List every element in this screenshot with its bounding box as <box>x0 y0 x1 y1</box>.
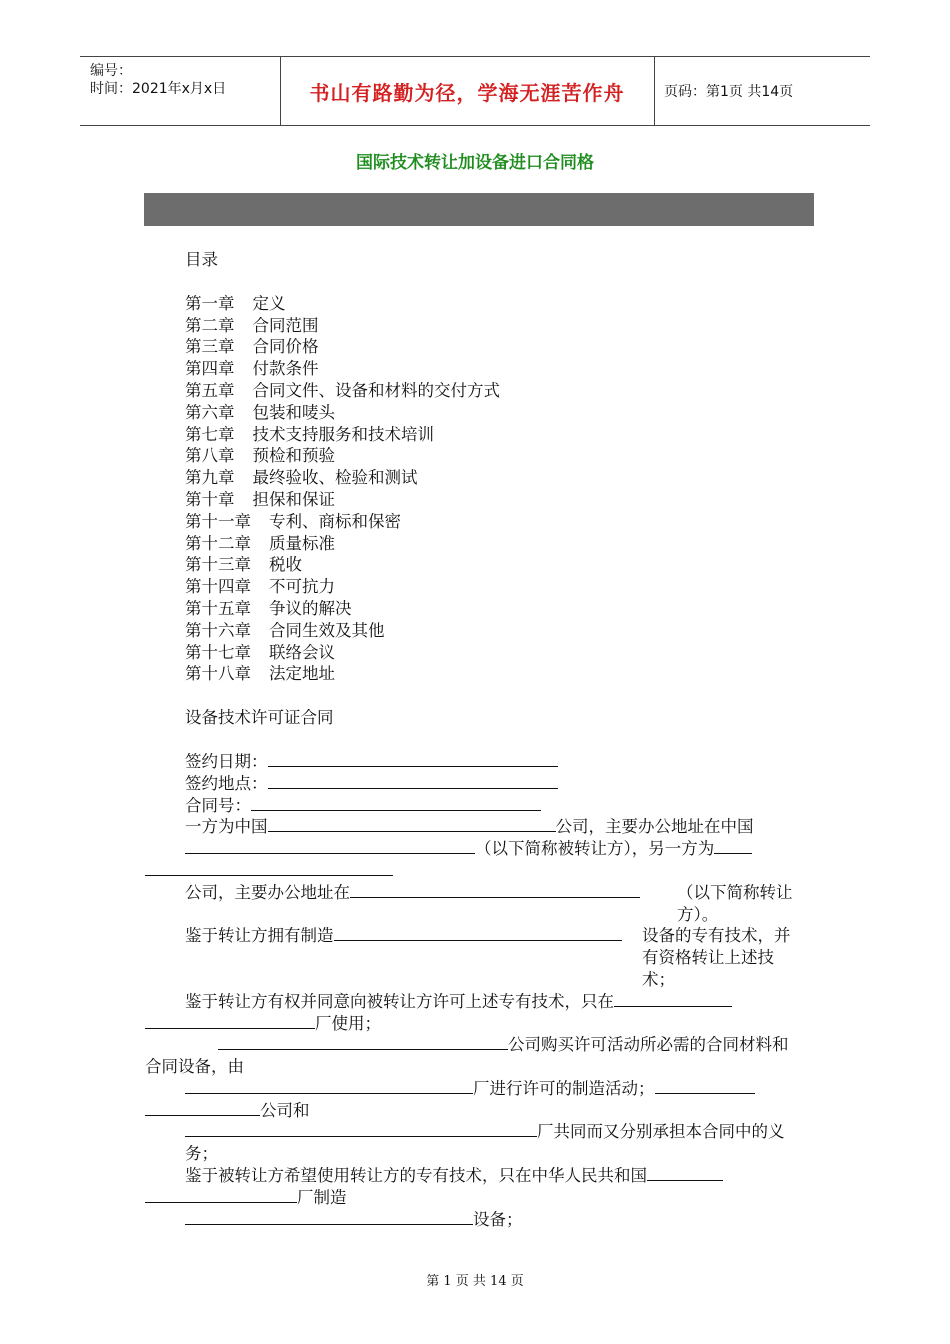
paragraph-whereas-3-line2 <box>145 1187 797 1209</box>
time-label: 时间：2021年x月x日 <box>90 81 227 97</box>
toc-chapter-number: 第一章 <box>185 293 235 313</box>
paragraph-whereas-2-line4 <box>145 1078 797 1100</box>
toc-item <box>145 293 797 315</box>
document-body <box>145 249 797 1230</box>
toc-chapter-number: 第二章 <box>185 315 235 335</box>
contract-title: 设备技术许可证合同 <box>185 708 334 728</box>
blank <box>655 1079 755 1094</box>
sign-date-field <box>145 751 797 773</box>
toc-item <box>145 663 797 685</box>
blank <box>334 926 622 941</box>
paragraph-parties-cont <box>145 838 797 860</box>
blank <box>145 1188 297 1203</box>
toc-chapter-number: 第十章 <box>185 489 235 509</box>
toc-item <box>145 598 797 620</box>
toc-item <box>145 620 797 642</box>
sign-date-label: 签约日期： <box>185 751 268 771</box>
text: 公司购买许可活动所必需的合同材料和合同设备，由 <box>145 1035 789 1077</box>
toc-chapter-name: 合同文件、设备和材料的交付方式 <box>252 380 500 400</box>
toc-chapter-name: 争议的解决 <box>269 598 352 618</box>
toc-chapter-name: 包装和唛头 <box>252 402 335 422</box>
blank <box>350 883 640 898</box>
toc-chapter-name: 合同范围 <box>252 315 319 335</box>
blank <box>185 1079 473 1094</box>
toc-chapter-name: 合同价格 <box>252 337 319 357</box>
text: （以下简称被转让方），另一方为 <box>475 839 715 859</box>
text: 公司，主要办公地址在 <box>185 882 350 902</box>
toc-chapter-number: 第十五章 <box>185 598 251 618</box>
paragraph-parties <box>145 816 797 838</box>
toc-item <box>145 642 797 664</box>
toc-chapter-number: 第七章 <box>185 424 235 444</box>
toc-chapter-name: 法定地址 <box>269 664 335 684</box>
table-of-contents <box>145 293 797 685</box>
sign-place-field <box>145 773 797 795</box>
blank <box>185 839 475 854</box>
blank <box>714 839 752 854</box>
toc-chapter-number: 第十七章 <box>185 642 251 662</box>
paragraph-whereas-3 <box>145 1165 797 1187</box>
blank <box>185 1210 473 1225</box>
sign-date-blank <box>268 752 558 767</box>
toc-item <box>145 489 797 511</box>
text: 厂制造 <box>297 1187 347 1207</box>
toc-item <box>145 511 797 533</box>
toc-item <box>145 576 797 598</box>
toc-chapter-name: 税收 <box>269 555 302 575</box>
toc-chapter-number: 第六章 <box>185 402 235 422</box>
toc-chapter-name: 担保和保证 <box>252 489 335 509</box>
text: 公司，主要办公地址在中国 <box>555 817 754 837</box>
toc-chapter-number: 第十三章 <box>185 555 251 575</box>
contract-no-blank <box>251 796 541 811</box>
contract-no-label: 合同号： <box>185 795 251 815</box>
toc-item <box>145 424 797 446</box>
toc-chapter-number: 第三章 <box>185 337 235 357</box>
text: 一方为中国 <box>185 817 268 837</box>
header-meta <box>80 57 281 125</box>
header-motto <box>280 57 655 125</box>
text: 鉴于转让方有权并同意向被转让方许可上述专有技术，只在 <box>185 991 614 1011</box>
blank <box>647 1166 723 1181</box>
toc-chapter-name: 质量标准 <box>269 533 335 553</box>
toc-item <box>145 380 797 402</box>
toc-chapter-name: 最终验收、检验和测试 <box>252 468 418 488</box>
page-info-text: 页码：第1页 共14页 <box>664 84 794 100</box>
text: 厂使用； <box>315 1013 381 1033</box>
paragraph-whereas-2-line5 <box>145 1100 797 1122</box>
blank <box>218 1035 508 1050</box>
toc-chapter-name: 不可抗力 <box>269 577 335 597</box>
toc-chapter-number: 第十六章 <box>185 620 251 640</box>
toc-item <box>145 336 797 358</box>
toc-chapter-name: 付款条件 <box>252 359 319 379</box>
toc-item <box>145 554 797 576</box>
toc-chapter-name: 联络会议 <box>269 642 335 662</box>
toc-item <box>145 315 797 337</box>
toc-chapter-number: 第十八章 <box>185 664 251 684</box>
text: 厂进行许可的制造活动； <box>473 1078 655 1098</box>
toc-chapter-name: 预检和预验 <box>252 446 335 466</box>
text: 厂共同而又分别承担本合同中的义务； <box>185 1122 785 1164</box>
text: 鉴于转让方拥有制造 <box>185 926 334 946</box>
toc-chapter-number: 第五章 <box>185 380 235 400</box>
toc-heading: 目录 <box>185 250 218 269</box>
page-header <box>80 56 870 126</box>
toc-chapter-name: 合同生效及其他 <box>269 620 385 640</box>
motto-text: 书山有路勤为径，学海无涯苦作舟 <box>309 80 625 105</box>
number-label: 编号： <box>90 63 132 79</box>
toc-chapter-number: 第十二章 <box>185 533 251 553</box>
toc-chapter-name: 专利、商标和保密 <box>269 511 401 531</box>
sign-place-label: 签约地点： <box>185 773 268 793</box>
blank <box>614 992 732 1007</box>
toc-item <box>145 402 797 424</box>
blank <box>145 861 393 876</box>
toc-chapter-number: 第四章 <box>185 359 235 379</box>
paragraph-whereas-3-line3 <box>145 1209 797 1231</box>
blank <box>185 1122 537 1137</box>
toc-chapter-number: 第八章 <box>185 446 235 466</box>
toc-chapter-number: 第十一章 <box>185 511 251 531</box>
header-page-info <box>654 57 870 125</box>
paragraph-whereas-2-line3 <box>145 1034 797 1078</box>
toc-chapter-name: 技术支持服务和技术培训 <box>252 424 434 444</box>
text: 设备的专有技术，并有资格转让上述技术； <box>642 926 791 989</box>
text: （以下简称转让方）。 <box>677 882 793 924</box>
toc-chapter-name: 定义 <box>252 293 286 313</box>
paragraph-parties-cont2 <box>145 860 797 882</box>
paragraph-whereas-2-line6 <box>145 1121 797 1165</box>
toc-item <box>145 467 797 489</box>
toc-chapter-number: 第十四章 <box>185 577 251 597</box>
text: 公司和 <box>260 1100 310 1120</box>
contract-no-field <box>145 795 797 817</box>
blank <box>268 817 556 832</box>
text: 鉴于被转让方希望使用转让方的专有技术，只在中华人民共和国 <box>185 1166 647 1186</box>
paragraph-whereas-2-line2 <box>145 1013 797 1035</box>
blank <box>145 1101 260 1116</box>
paragraph-whereas-2 <box>145 991 797 1013</box>
toc-chapter-number: 第九章 <box>185 468 235 488</box>
toc-item <box>145 533 797 555</box>
page-footer: 第 1 页 共 14 页 <box>426 1274 524 1289</box>
document-title: 国际技术转让加设备进口合同格 <box>356 153 594 173</box>
toc-item <box>145 445 797 467</box>
sign-place-blank <box>268 774 558 789</box>
blank <box>145 1014 315 1029</box>
title-divider-bar <box>144 193 814 226</box>
text: 设备； <box>473 1209 523 1229</box>
toc-item <box>145 358 797 380</box>
